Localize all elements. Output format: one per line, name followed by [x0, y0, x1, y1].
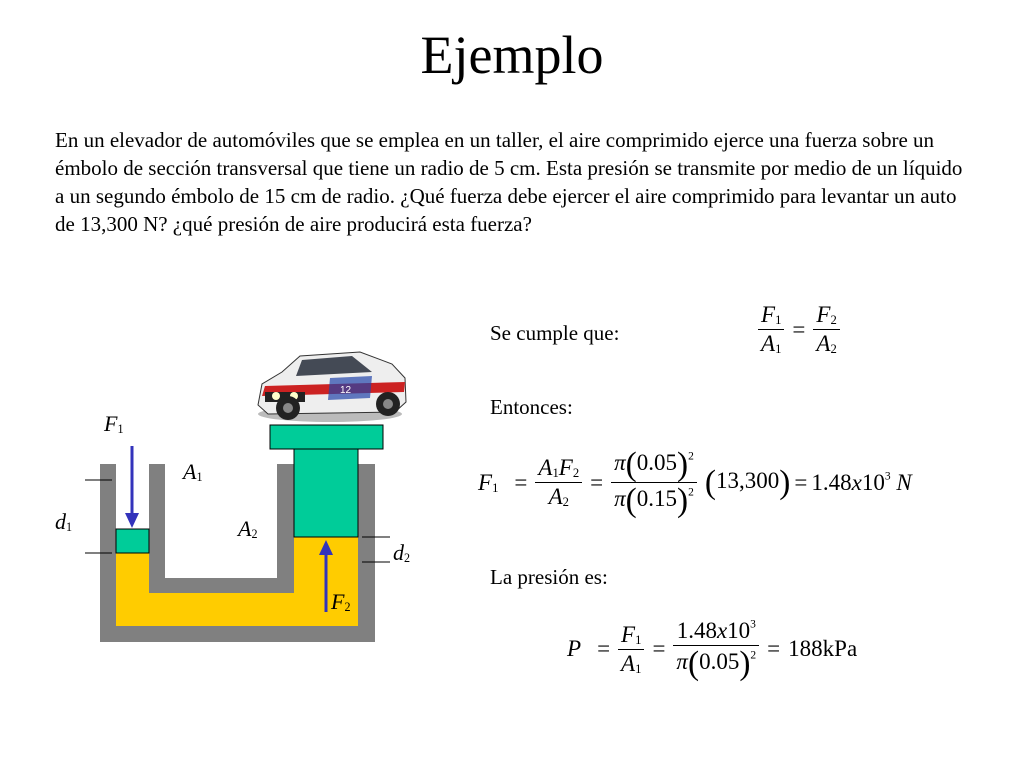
race-car-image: [258, 352, 406, 422]
label-d2: $d_2$: [393, 540, 411, 565]
small-piston: [116, 529, 149, 553]
equation-force: $F_1$ = $\frac{A_1F_2}{A_2}$ = $\frac{\pi(0.05)^2}{\pi(0.15)^2}$ $(13,300) = 1.48x10^3$ N: [478, 446, 912, 520]
problem-statement: En un elevador de automóviles que se emplea en un taller, el aire comprimido ejerce una fuerza sobre un émbolo de sección transversal que tiene un radio de 5 cm. Esta presión se transmite por medio de un líquido a un segundo émbolo de 15 cm de radio. ¿Qué fuerza debe ejercer el aire comprimido para levantar un auto de 13,300 N? ¿qué presión de aire producirá esta fuerza?: [55, 128, 963, 236]
svg-text:12: 12: [340, 385, 352, 396]
label-a1: $A_1$: [183, 459, 203, 484]
label-d1: $d_1$: [55, 509, 73, 534]
slide-title: Ejemplo: [420, 25, 604, 85]
label-a2: $A_2$: [238, 516, 258, 541]
label-f1: $F_1$: [104, 411, 124, 436]
large-piston: [294, 449, 358, 537]
equation-pressure: P = $\frac{F_1}{A_1}$ = $\frac{1.48x10^3}{\pi(0.05)^2}$ = 188kPa: [567, 618, 858, 682]
la-presion-label: La presión es:: [490, 565, 608, 589]
label-f2: $F_2$: [331, 589, 351, 614]
equation-pascal: $\frac{F_1}{A_1}$ = $\frac{F_2}{A_2}$: [758, 302, 840, 357]
f1-arrow-head: [125, 513, 139, 528]
container-divider: [149, 464, 294, 593]
se-cumple-label: Se cumple que:: [490, 321, 620, 345]
lift-platform: [270, 425, 383, 449]
entonces-label: Entonces:: [490, 395, 573, 419]
